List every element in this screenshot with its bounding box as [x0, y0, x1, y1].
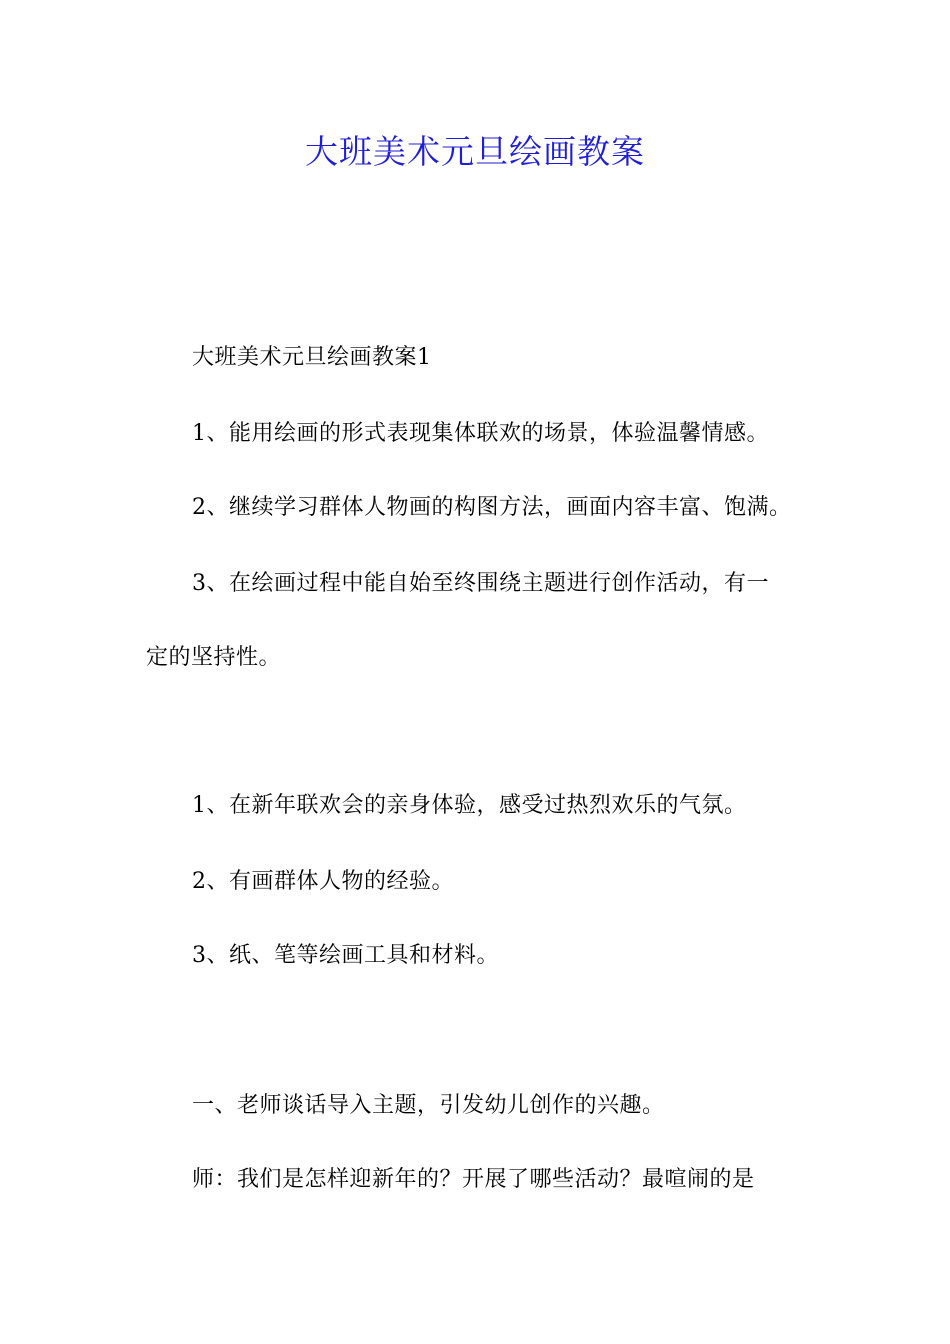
- goal-item-3: 3、在绘画过程中能自始至终围绕主题进行创作活动，有一: [192, 571, 769, 596]
- document-title: 大班美术元旦绘画教案: [305, 132, 645, 171]
- preparation-item-3: 3、纸、笔等绘画工具和材料。: [192, 943, 499, 968]
- goal-item-1: 1、能用绘画的形式表现集体联欢的场景，体验温馨情感。: [192, 421, 769, 446]
- goal-item-3-continued: 定的坚持性。: [146, 645, 282, 670]
- preparation-item-2: 2、有画群体人物的经验。: [192, 869, 454, 894]
- goal-item-2: 2、继续学习群体人物画的构图方法，画面内容丰富、饱满。: [192, 495, 792, 520]
- lesson-heading: 大班美术元旦绘画教案1: [192, 345, 432, 370]
- preparation-item-1: 1、在新年联欢会的亲身体验，感受过热烈欢乐的气氛。: [192, 793, 747, 818]
- process-step-1: 一、老师谈话导入主题，引发幼儿创作的兴趣。: [192, 1093, 665, 1118]
- teacher-dialogue: 师：我们是怎样迎新年的？开展了哪些活动？最喧闹的是: [192, 1167, 755, 1192]
